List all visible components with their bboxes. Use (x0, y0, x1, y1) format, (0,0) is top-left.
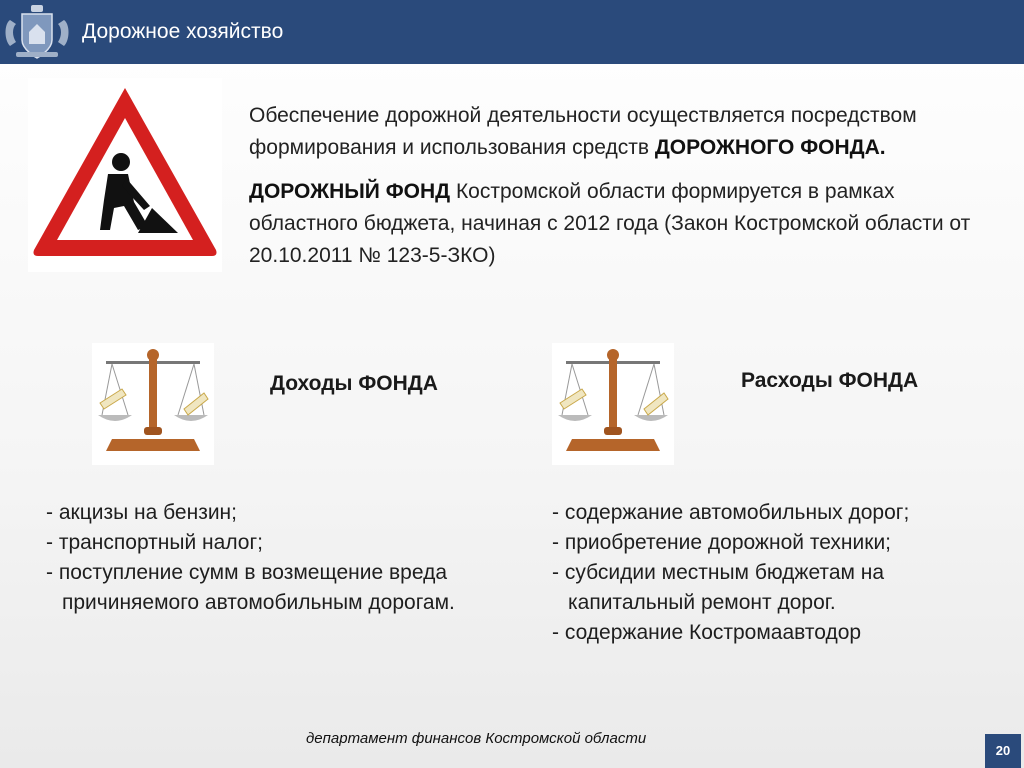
list-item: - субсидии местным бюджетам на капитальный ремонт дорог. (552, 561, 885, 614)
income-title: Доходы ФОНДА (270, 372, 438, 395)
list-item: - транспортный налог; (46, 531, 263, 554)
intro-text-block (249, 100, 989, 284)
coat-of-arms-icon (2, 2, 72, 62)
scales-icon (92, 343, 214, 465)
income-scales-image (92, 343, 214, 465)
list-item: - акцизы на бензин; (46, 501, 237, 524)
income-list (46, 498, 516, 618)
header-title: Дорожное хозяйство (82, 20, 284, 43)
expense-title: Расходы ФОНДА (741, 369, 919, 392)
page-number: 20 (985, 734, 1021, 768)
intro-paragraph-1 (249, 100, 989, 164)
intro-p1-bold: ДОРОЖНОГО ФОНДА. (654, 136, 886, 159)
intro-p2-bold: ДОРОЖНЫЙ ФОНД (249, 180, 451, 203)
intro-paragraph-2 (249, 176, 989, 272)
intro-p1-text: Обеспечение дорожной деятельности осуществляется посредством формирования и использования средств (249, 104, 917, 159)
road-works-sign-image (28, 78, 222, 272)
list-item: - поступление сумм в возмещение вреда причиняемого автомобильным дорогам. (46, 561, 455, 614)
list-item: - содержание Костромаавтодор (552, 621, 862, 644)
list-item: - содержание автомобильных дорог; (552, 501, 910, 524)
intro-p2-text: Костромской области формируется в рамках областного бюджета, начиная с 2012 года (Закон Костромской области от 20.10.2011 № 123-5-ЗКО) (249, 180, 971, 267)
list-item: - приобретение дорожной техники; (552, 531, 892, 554)
expense-list (552, 498, 1002, 648)
scales-icon (552, 343, 674, 465)
header-bar (0, 0, 1024, 64)
road-works-sign-icon (28, 78, 222, 272)
expense-scales-image (552, 343, 674, 465)
footer-text: департамент финансов Костромской области (306, 730, 647, 747)
